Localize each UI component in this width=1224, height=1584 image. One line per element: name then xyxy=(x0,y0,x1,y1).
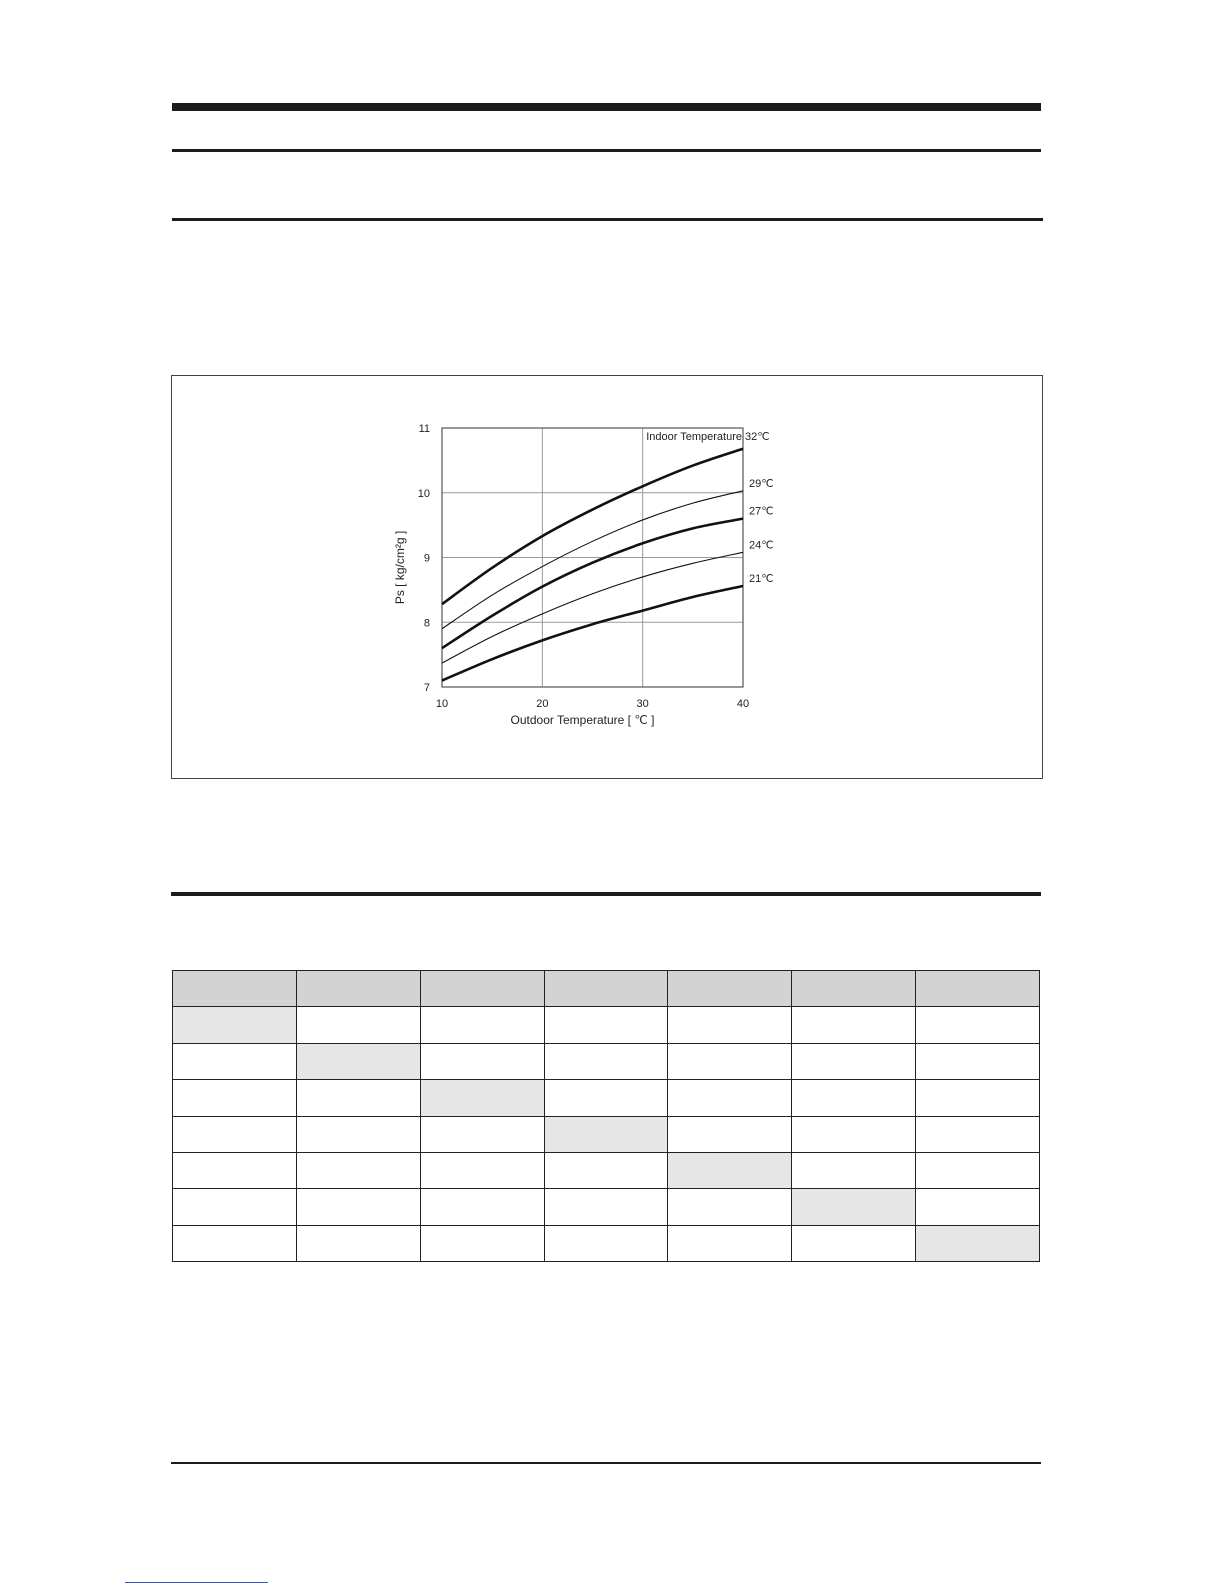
table-cell xyxy=(544,1043,668,1079)
table-row xyxy=(173,1007,1040,1043)
x-tick-label: 40 xyxy=(736,698,750,710)
y-tick-label: 10 xyxy=(417,487,430,500)
series-label: 32℃ xyxy=(745,431,770,443)
table-cell xyxy=(173,1152,297,1188)
series-line-2 xyxy=(442,491,743,629)
x-tick-label: 20 xyxy=(536,698,549,710)
footer-link-underline[interactable] xyxy=(125,1582,268,1583)
table-cell xyxy=(544,1152,668,1188)
y-tick-label: 8 xyxy=(423,617,430,630)
table-cell xyxy=(173,1116,297,1152)
y-axis-label: Ps [ kg/cm²g ] xyxy=(393,530,407,605)
table-header-cell xyxy=(420,971,544,1007)
table-cell xyxy=(792,1189,916,1225)
table-cell xyxy=(916,1043,1040,1079)
table-cell xyxy=(792,1225,916,1261)
top-thick-rule xyxy=(172,103,1041,111)
legend-title: Indoor Temperature xyxy=(646,431,742,443)
table-cell xyxy=(420,1080,544,1116)
table-cell xyxy=(173,1007,297,1043)
table-cell xyxy=(792,1116,916,1152)
series-label: 29℃ xyxy=(749,477,774,490)
pressure-chart xyxy=(172,376,1042,778)
table-cell xyxy=(668,1080,792,1116)
title-upper-rule xyxy=(172,149,1041,152)
table-cell xyxy=(544,1189,668,1225)
table-row xyxy=(173,1080,1040,1116)
y-tick-label: 11 xyxy=(418,423,430,435)
table-cell xyxy=(668,1225,792,1261)
table-cell xyxy=(420,1225,544,1261)
table-cell xyxy=(420,1007,544,1043)
table-cell xyxy=(173,1080,297,1116)
table-cell xyxy=(296,1080,420,1116)
table-cell xyxy=(916,1225,1040,1261)
series-line-3 xyxy=(442,519,743,649)
table-cell xyxy=(668,1152,792,1188)
series-label: 27℃ xyxy=(749,505,774,518)
chart-frame xyxy=(171,375,1043,779)
table-row xyxy=(173,1189,1040,1225)
table-cell xyxy=(792,1080,916,1116)
table-cell xyxy=(668,1043,792,1079)
table-row xyxy=(173,1225,1040,1261)
table-cell xyxy=(544,1225,668,1261)
table-header-cell xyxy=(668,971,792,1007)
table-header-row xyxy=(173,971,1040,1007)
table-cell xyxy=(173,1225,297,1261)
series-line-4 xyxy=(442,552,743,663)
table-cell xyxy=(296,1225,420,1261)
series-line-5 xyxy=(442,586,743,681)
table-cell xyxy=(668,1189,792,1225)
footer-rule xyxy=(171,1462,1041,1464)
table-cell xyxy=(668,1007,792,1043)
table-cell xyxy=(792,1152,916,1188)
section-rule xyxy=(171,892,1041,896)
table-cell xyxy=(916,1080,1040,1116)
table-cell xyxy=(173,1043,297,1079)
table-row xyxy=(173,1116,1040,1152)
table-header-cell xyxy=(544,971,668,1007)
table-cell xyxy=(544,1007,668,1043)
table-cell xyxy=(544,1116,668,1152)
series-label: 24℃ xyxy=(749,539,774,552)
y-tick-label: 7 xyxy=(423,682,430,694)
table-cell xyxy=(296,1189,420,1225)
table-row xyxy=(173,1152,1040,1188)
table-cell xyxy=(296,1007,420,1043)
table-cell xyxy=(173,1189,297,1225)
x-tick-label: 30 xyxy=(636,698,649,710)
table-header-cell xyxy=(296,971,420,1007)
table-cell xyxy=(668,1116,792,1152)
table-cell xyxy=(296,1043,420,1079)
table-header-cell xyxy=(916,971,1040,1007)
x-tick-label: 10 xyxy=(435,698,449,710)
table-cell xyxy=(544,1080,668,1116)
title-lower-rule xyxy=(172,218,1043,221)
table-cell xyxy=(916,1116,1040,1152)
table-cell xyxy=(916,1007,1040,1043)
x-axis-label: Outdoor Temperature [ ℃ ] xyxy=(510,713,655,727)
data-table xyxy=(172,970,1040,1262)
table-cell xyxy=(792,1043,916,1079)
table-cell xyxy=(420,1189,544,1225)
table-cell xyxy=(792,1007,916,1043)
table-header-cell xyxy=(792,971,916,1007)
table-header-cell xyxy=(173,971,297,1007)
table-cell xyxy=(916,1189,1040,1225)
series-label: 21℃ xyxy=(749,572,774,585)
table-row xyxy=(173,1043,1040,1079)
table-cell xyxy=(296,1152,420,1188)
table-cell xyxy=(420,1043,544,1079)
y-tick-label: 9 xyxy=(423,552,430,565)
table-cell xyxy=(420,1116,544,1152)
table-cell xyxy=(420,1152,544,1188)
table-cell xyxy=(296,1116,420,1152)
table-cell xyxy=(916,1152,1040,1188)
